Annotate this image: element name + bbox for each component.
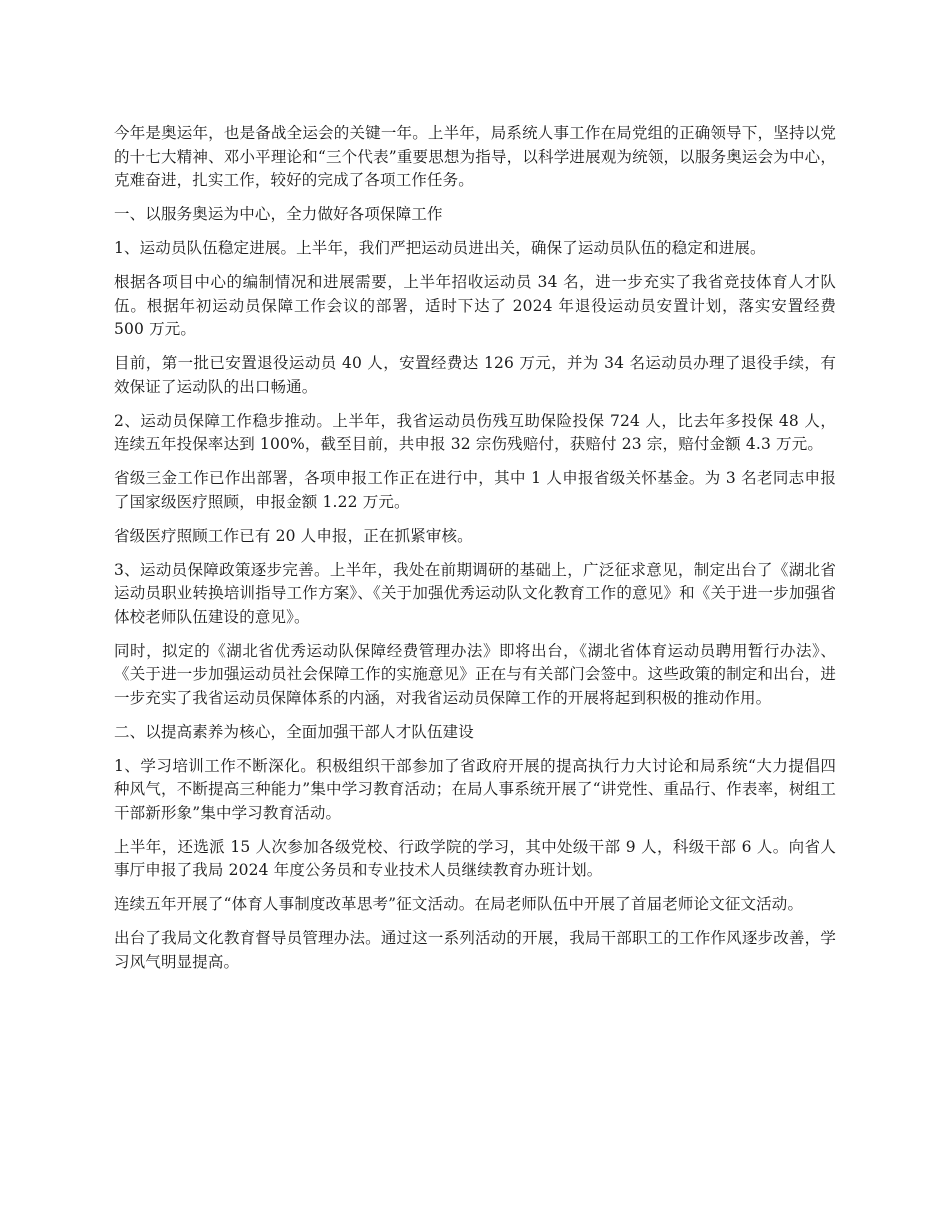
section-heading-2: 二、以提高素养为核心，全面加强干部人才队伍建设 xyxy=(114,722,474,741)
paragraph: 省级医疗照顾工作已有 20 人申报，正在抓紧审核。 xyxy=(114,526,473,545)
paragraph: 连续五年开展了“体育人事制度改革思考”征文活动。在局老师队伍中开展了首届老师论文征文活动。 xyxy=(114,895,804,913)
paragraph: 出台了我局文化教育督导员管理办法。通过这一系列活动的开展，我局干部职工的工作作风逐步改善，学习风气明显提高。 xyxy=(114,929,836,971)
paragraph: 3、运动员保障政策逐步完善。上半年，我处在前期调研的基础上，广泛征求意见，制定出台了《湖北省运动员职业转换培训指导工作方案》、《关于加强优秀运动队文化教育工作的意见》和《关于进一步加强省体校老师队伍建设的意见》。 xyxy=(114,560,836,626)
document-page xyxy=(114,122,836,985)
paragraph: 上半年，还选派 15 人次参加各级党校、行政学院的学习，其中处级干部 9 人，科级干部 6 人。向省人事厅申报了我局 2024 年度公务员和专业技术人员继续教育办班计划。 xyxy=(114,837,836,879)
paragraph: 1、学习培训工作不断深化。积极组织干部参加了省政府开展的提高执行力大讨论和局系统“大力提倡四种风气，不断提高三种能力”集中学习教育活动；在局人事系统开展了“讲党性、重品行、作表率，树组工干部新形象”集中学习教育活动。 xyxy=(114,756,836,822)
intro-paragraph: 今年是奥运年，也是备战全运会的关键一年。上半年，局系统人事工作在局党组的正确领导下，坚持以党的十七大精神、邓小平理论和“三个代表”重要思想为指导，以科学进展观为统领，以服务奥运会为中心，克难奋进，扎实工作，较好的完成了各项工作任务。 xyxy=(114,124,836,189)
paragraph: 目前，第一批已安置退役运动员 40 人，安置经费达 126 万元，并为 34 名运动员办理了退役手续，有效保证了运动队的出口畅通。 xyxy=(114,354,836,396)
paragraph: 同时，拟定的《湖北省优秀运动队保障经费管理办法》即将出台，《湖北省体育运动员聘用暂行办法》、《关于进一步加强运动员社会保障工作的实施意见》正在与有关部门会签中。这些政策的制定和出台，进一步充实了我省运动员保障体系的内涵，对我省运动员保障工作的开展将起到积极的推动作用。 xyxy=(114,641,836,707)
paragraph: 2、运动员保障工作稳步推动。上半年，我省运动员伤残互助保险投保 724 人，比去年多投保 48 人，连续五年投保率达到 100%，截至目前，共申报 32 宗伤残赔付，获赔付 23 宗，赔付金额 4.3 万元。 xyxy=(114,411,836,453)
paragraph: 1、运动员队伍稳定进展。上半年，我们严把运动员进出关，确保了运动员队伍的稳定和进展。 xyxy=(114,239,766,257)
section-heading-1: 一、以服务奥运为中心，全力做好各项保障工作 xyxy=(114,205,443,223)
paragraph: 根据各项目中心的编制情况和进展需要，上半年招收运动员 34 名，进一步充实了我省竞技体育人才队伍。根据年初运动员保障工作会议的部署，适时下达了 2024 年退役运动员安置计划，落实安置经费 500 万元。 xyxy=(114,273,836,338)
paragraph: 省级三金工作已作出部署，各项申报工作正在进行中，其中 1 人申报省级关怀基金。为 3 名老同志申报了国家级医疗照顾，申报金额 1.22 万元。 xyxy=(114,469,836,511)
